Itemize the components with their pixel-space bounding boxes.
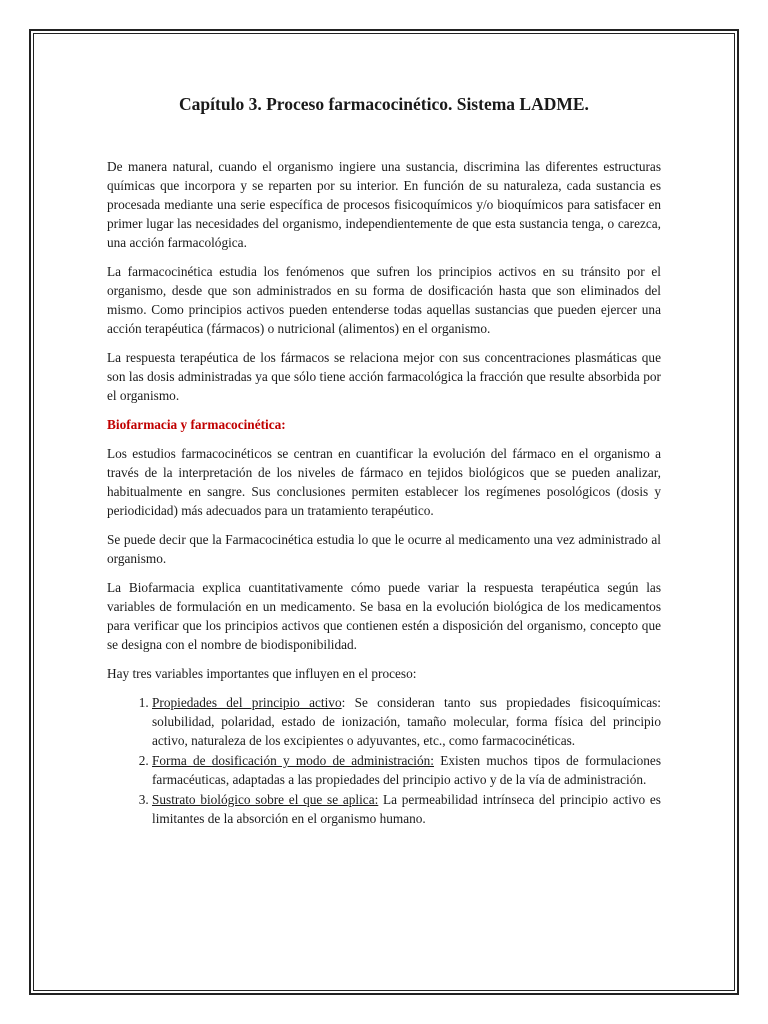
list-item-term: Sustrato biológico sobre el que se aplica: bbox=[152, 792, 379, 807]
chapter-title: Capítulo 3. Proceso farmacocinético. Sistema LADME. bbox=[179, 94, 589, 114]
list-item-text: Se consideran tanto sus propiedades fisicoquímicas: solubilidad, polaridad, estado de ionización, tamaño molecular, forma física del principio activo, naturaleza de los excipientes o adyuvantes, etc., como farmacocinéticas. bbox=[152, 695, 661, 748]
list-item-text: La permeabilidad intrínseca del principio activo es limitantes de la absorción en el organismo humano. bbox=[152, 792, 661, 826]
section-paragraph-2: Se puede decir que la Farmacocinética estudia lo que le ocurre al medicamento una vez administrado al organismo. bbox=[107, 532, 661, 566]
section-heading: Biofarmacia y farmacocinética: bbox=[107, 417, 286, 432]
section-paragraph-4: Hay tres variables importantes que influyen en el proceso: bbox=[107, 666, 417, 681]
document-body bbox=[107, 92, 661, 829]
list-item-text: Existen muchos tipos de formulaciones farmacéuticas, adaptadas a las propiedades del principio activo y de la vía de administración. bbox=[152, 753, 662, 787]
list-item bbox=[152, 693, 661, 750]
variables-list bbox=[107, 693, 661, 828]
list-item-sep: : bbox=[341, 695, 346, 710]
list-item bbox=[152, 790, 661, 828]
list-item-term: Forma de dosificación y modo de administración: bbox=[152, 753, 434, 768]
section-paragraph-1: Los estudios farmacocinéticos se centran en cuantificar la evolución del fármaco en el organismo a través de la interpretación de los niveles de fármaco en tejidos biológicos que se pueden analizar, habitualmente en sangre. Sus conclusiones permiten establecer los regímenes posológicos (dosis y periodicidad) más adecuados para un tratamiento terapéutico. bbox=[107, 446, 661, 518]
intro-paragraph-2: La farmacocinética estudia los fenómenos que sufren los principios activos en su tránsito por el organismo, desde que son administrados en su forma de dosificación hasta que son eliminados del mismo. Como principios activos pueden entenderse todas aquellas sustancias que pueden ejercer una acción terapéutica (fármacos) o nutricional (alimentos) en el organismo. bbox=[107, 264, 661, 336]
section-paragraph-3: La Biofarmacia explica cuantitativamente cómo puede variar la respuesta terapéutica según las variables de formulación en un medicamento. Se basa en la evolución biológica de los medicamentos para verificar que los principios activos que contienen estén a disposición del organismo, concepto que se designa con el nombre de biodisponibilidad. bbox=[107, 580, 661, 652]
intro-paragraph-3: La respuesta terapéutica de los fármacos se relaciona mejor con sus concentraciones plasmáticas que son las dosis administradas ya que sólo tiene acción farmacológica la fracción que resulte absorbida por el organismo. bbox=[107, 350, 661, 403]
list-item-term: Propiedades del principio activo bbox=[152, 695, 342, 710]
intro-paragraph-1: De manera natural, cuando el organismo ingiere una sustancia, discrimina las diferentes estructuras químicas que incorpora y se reparten por su interior. En función de su naturaleza, cada sustancia es procesada mediante una serie específica de procesos fisicoquímicos y/o bioquímicos para satisfacer en primer lugar las necesidades del organismo, independientemente de que esta sustancia tenga, o carezca, una acción farmacológica. bbox=[107, 159, 661, 250]
list-item bbox=[152, 751, 661, 789]
